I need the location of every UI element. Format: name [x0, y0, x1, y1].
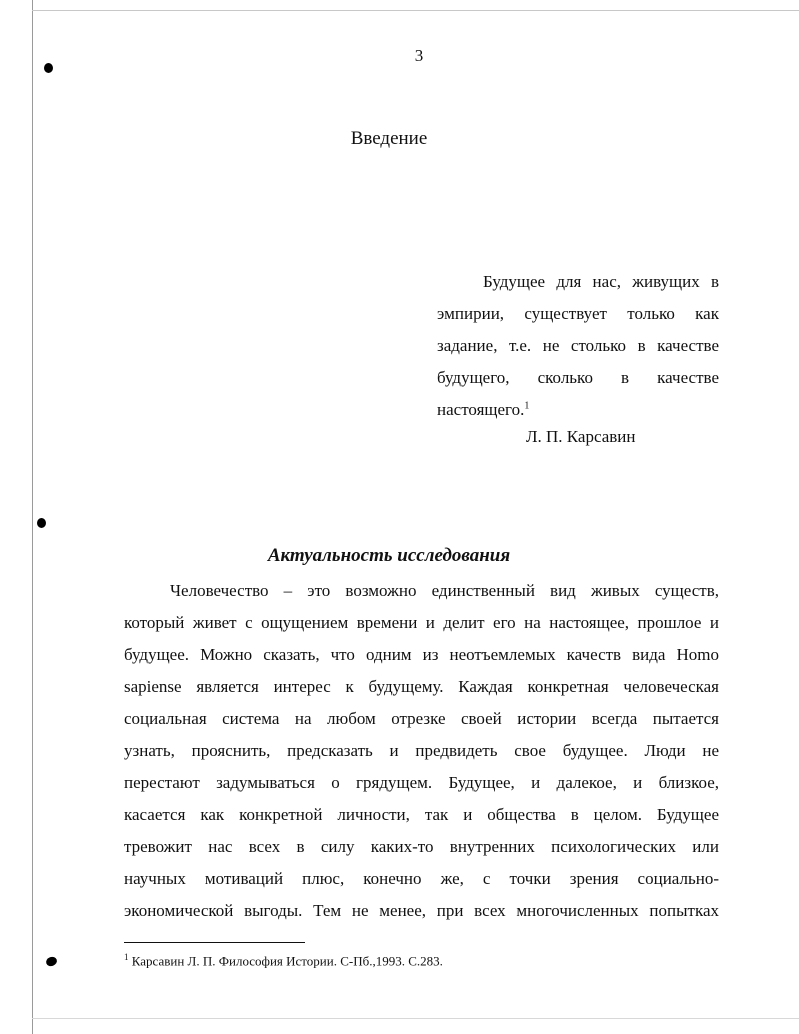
epigraph-line: задание, т.е. не столько в качестве — [437, 336, 719, 355]
punch-hole-mark — [37, 518, 46, 528]
body-line: будущее. Можно сказать, что одним из неотъемлемых качеств вида Homo — [124, 645, 719, 664]
body-line: sapiense является интерес к будущему. Каждая конкретная человеческая — [124, 677, 719, 696]
epigraph-line: Будущее для нас, живущих в — [483, 272, 719, 291]
body-line: социальная система на любом отрезке своей истории всегда пытается — [124, 709, 719, 728]
body-line: узнать, прояснить, предсказать и предвидеть свое будущее. Люди не — [124, 741, 719, 760]
body-paragraph — [124, 575, 719, 927]
body-line: тревожит нас всех в силу каких-то внутренних психологических или — [124, 837, 719, 856]
page-border-top — [32, 10, 799, 11]
punch-hole-mark — [45, 955, 58, 967]
section-heading: Актуальность исследования — [267, 545, 511, 566]
footnote-text: Карсавин Л. П. Философия Истории. С-Пб.,1993. С.283. — [131, 953, 443, 969]
epigraph-line: будущего, сколько в качестве — [437, 368, 719, 387]
body-line: касается как конкретной личности, так и общества в целом. Будущее — [124, 805, 719, 824]
epigraph-line: эмпирии, существует только как — [437, 304, 719, 323]
footnote-reference[interactable]: 1 — [524, 400, 530, 412]
page-title: Введение — [350, 128, 428, 149]
epigraph-line: настоящего. — [437, 400, 525, 419]
body-line: Человечество – это возможно единственный вид живых существ, — [170, 581, 719, 600]
body-line: перестают задумываться о грядущем. Будущее, и далекое, и близкое, — [124, 773, 719, 792]
body-line: экономической выгоды. Тем не менее, при всех многочисленных попытках — [124, 901, 719, 920]
epigraph-line-last — [437, 394, 719, 426]
page-number: 3 — [414, 46, 424, 65]
page-border-left — [32, 0, 33, 1034]
footnote-divider — [124, 942, 305, 943]
epigraph-author: Л. П. Карсавин — [526, 427, 636, 446]
footnote-marker: 1 — [124, 952, 129, 962]
body-line: который живет с ощущением времени и делит его на настоящее, прошлое и — [124, 613, 719, 632]
page-border-bottom — [32, 1018, 799, 1019]
body-line: научных мотиваций плюс, конечно же, с точки зрения социально- — [124, 869, 719, 888]
footnote — [124, 952, 443, 969]
epigraph — [437, 266, 719, 426]
